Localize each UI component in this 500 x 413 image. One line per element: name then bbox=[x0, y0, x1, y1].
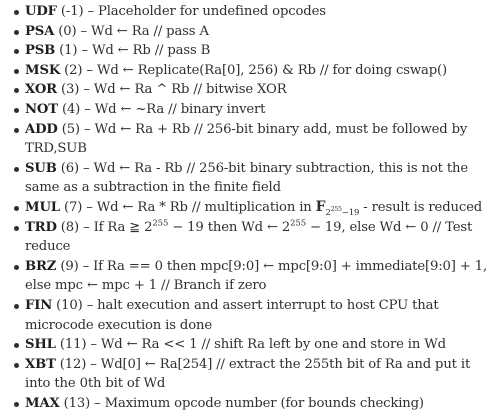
opcode-description: (13) – Maximum opcode number (for bounds checking) bbox=[59, 395, 424, 411]
opcode-description: − 19, else Wd ← 0 // Test reduce bbox=[25, 219, 473, 255]
list-item bbox=[14, 61, 494, 81]
opcode-description: (12) – Wd[0] ← Ra[254] // extract the 255th bit of Ra and put it into the 0th bit of Wd bbox=[25, 356, 471, 392]
opcode-description: (10) – halt execution and assert interrupt to host CPU that microcode execution is done bbox=[25, 297, 439, 333]
list-item bbox=[14, 22, 494, 42]
opcode-description: (7) – Wd ← Ra * Rb // multiplication in bbox=[59, 199, 316, 215]
opcode-name: BRZ bbox=[25, 258, 57, 274]
opcode-name: TRD bbox=[25, 219, 57, 235]
opcode-description: (11) – Wd ← Ra << 1 // shift Ra left by one and store in Wd bbox=[55, 337, 446, 353]
opcode-name: XOR bbox=[25, 82, 57, 98]
opcode-description: (0) – Wd ← Ra // pass A bbox=[54, 23, 209, 39]
opcode-description: (5) – Wd ← Ra + Rb // 256-bit binary add, must be followed by TRD,SUB bbox=[25, 121, 468, 157]
list-item bbox=[14, 257, 494, 296]
opcode-name: XBT bbox=[25, 356, 56, 372]
opcode-description: (-1) – Placeholder for undefined opcodes bbox=[56, 4, 326, 19]
opcode-name: MSK bbox=[25, 62, 61, 78]
list-item bbox=[14, 100, 494, 120]
exponent: 255 bbox=[152, 218, 169, 229]
exponent: 255 bbox=[290, 218, 306, 229]
list-item bbox=[14, 2, 494, 22]
opcode-name: ADD bbox=[25, 121, 58, 137]
list-item bbox=[14, 335, 494, 355]
list-item bbox=[14, 120, 494, 159]
opcode-name: MUL bbox=[25, 199, 60, 215]
finite-field-subscript: 2255−19 bbox=[325, 205, 360, 218]
opcode-description: (2) – Wd ← Replicate(Ra[0], 256) & Rb // for doing cswap() bbox=[60, 62, 447, 78]
opcode-description-tail: - result is reduced bbox=[359, 199, 483, 215]
opcode-name: FIN bbox=[25, 297, 53, 313]
opcode-description: (6) – Wd ← Ra - Rb // 256-bit binary subtraction, this is not the same as a subtraction in the finite field bbox=[25, 160, 468, 196]
opcode-name: PSB bbox=[25, 43, 56, 59]
list-item bbox=[14, 296, 494, 335]
list-item bbox=[14, 394, 494, 413]
list-item bbox=[14, 159, 494, 198]
opcode-description: (4) – Wd ← ~Ra // binary invert bbox=[57, 101, 266, 117]
list-item bbox=[14, 41, 494, 61]
opcode-name: SUB bbox=[25, 160, 57, 176]
opcode-name: MAX bbox=[25, 395, 60, 411]
list-item bbox=[14, 198, 494, 218]
list-item bbox=[14, 355, 494, 394]
opcode-name: PSA bbox=[25, 23, 55, 39]
opcode-description: (3) – Wd ← Ra ^ Rb // bitwise XOR bbox=[57, 82, 287, 98]
opcode-name: SHL bbox=[25, 337, 56, 353]
opcode-description: − 19 then Wd ← 2 bbox=[168, 219, 291, 235]
list-item bbox=[14, 218, 494, 257]
opcode-description: (8) – If Ra ≧ 2 bbox=[56, 219, 153, 235]
opcode-description: (1) – Wd ← Rb // pass B bbox=[55, 43, 211, 59]
opcode-description: (9) – If Ra == 0 then mpc[9:0] ← mpc[9:0] + immediate[9:0] + 1, else mpc ← mpc + 1 // Branch if zero bbox=[25, 258, 488, 294]
opcode-name: NOT bbox=[25, 101, 58, 117]
finite-field-symbol: F bbox=[315, 198, 326, 215]
opcode-name: UDF bbox=[25, 4, 57, 19]
list-item bbox=[14, 80, 494, 100]
